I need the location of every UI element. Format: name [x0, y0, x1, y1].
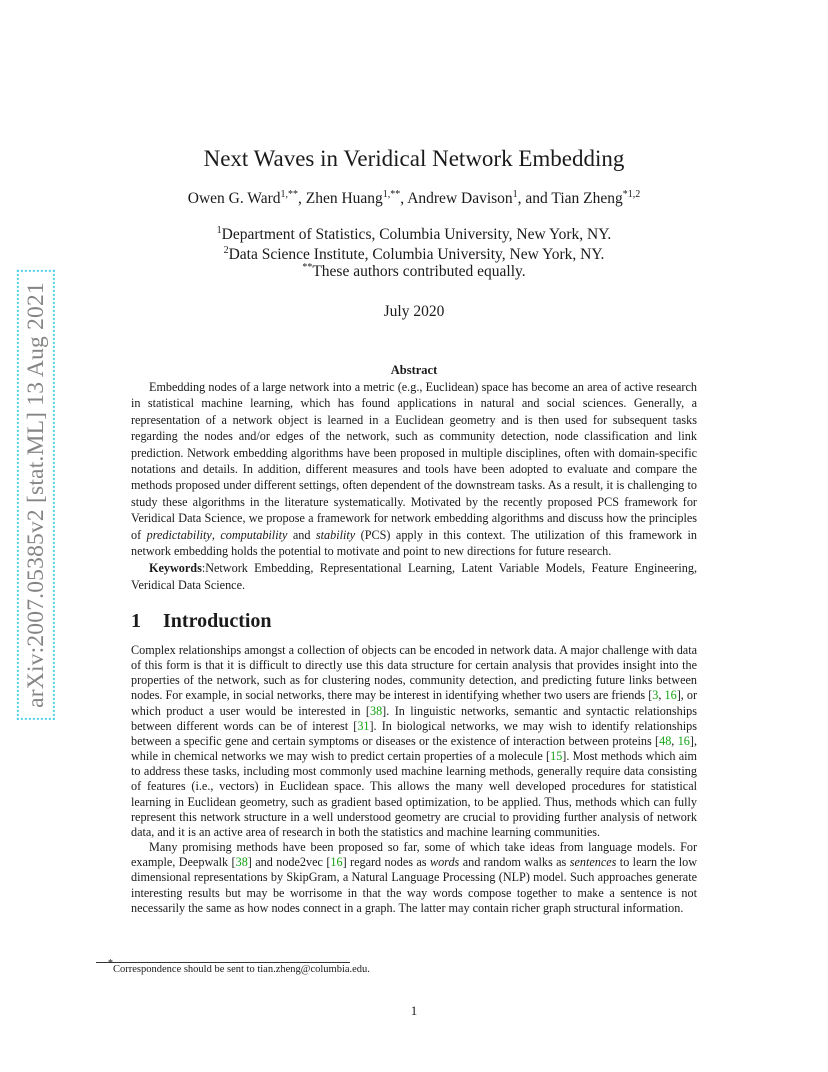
equal-contribution-note [0, 261, 828, 282]
author-separator: , [400, 190, 408, 207]
section-heading [131, 610, 272, 633]
text: ] and node2vec [ [247, 855, 331, 870]
author-name: Owen G. Ward [187, 190, 281, 207]
footnote-mark: * [108, 958, 113, 969]
keywords [131, 560, 697, 593]
citation-link[interactable]: 16 [330, 855, 343, 870]
paper-date: July 2020 [383, 303, 445, 320]
affiliation-mark: ** [302, 262, 313, 273]
citation-link[interactable]: 16 [664, 688, 677, 703]
emphasis: sentences [569, 855, 617, 870]
footnote [108, 958, 370, 975]
text: Complex relationships amongst a collection of objects can be encoded in network data. A major challenge with data of this form is that it is difficult to directly use this data structure for certain analysis that provides insight into the properties of the network, such as for clustering nodes, community detection, and predicting future links between nodes. For example, in social networks, there may be interest in identifying whether two users are friends [ [131, 643, 697, 703]
citation-link[interactable]: 31 [357, 718, 370, 733]
keywords-list: :Network Embedding, Representational Learning, Latent Variable Models, Feature Engineering, Veridical Data Science. [131, 561, 697, 592]
abstract-text: Embedding nodes of a large network into a metric (e.g., Euclidean) space has become an area of active research in statistical machine learning, which has found applications in natural and social sciences. Generally, a representation of a network object is learned in a Euclidean geometry and is then used for subsequent tasks regarding the nodes and/or edges of the network, such as community detection, node classification and link prediction. Network embedding algorithms have been proposed in multiple disciplines, often with domain-specific notations and details. In addition, different measures and tools have been adopted to evaluate and compare the methods proposed under different settings, often dependent of the downstream tasks. As a result, it is challenging to study these algorithms in the literature systematically. Motivated by the recently proposed PCS framework for Veridical Data Science, we propose a framework for network embedding algorithms and discuss how the principles of [131, 380, 697, 542]
author-list [0, 190, 828, 208]
text: , [658, 688, 665, 703]
text: ], or which product a user would be interested in [ [131, 688, 697, 718]
text: ], while in chemical networks we may wish to predict certain properties of a molecule [ [131, 733, 697, 764]
author-name: Andrew Davison [407, 190, 513, 207]
affiliation-text: These authors contributed equally. [312, 263, 526, 280]
abstract-text: (PCS) apply in this context. The utilization of this framework in network embedding holds the potential to motivate and point to new directions for future research. [131, 527, 698, 559]
keywords-label: Keywords [149, 561, 202, 576]
section-number: 1 [131, 610, 141, 632]
affiliation-text: Department of Statistics, Columbia University, New York, NY. [221, 226, 612, 243]
author-separator: , [298, 190, 306, 207]
citation-link[interactable]: 38 [235, 855, 248, 870]
author-affiliation-mark: *1,2 [622, 189, 641, 200]
footnote-rule [96, 962, 350, 963]
page-number: 1 [410, 1003, 418, 1018]
emphasis: words [429, 855, 460, 870]
affiliation-text: Data Science Institute, Columbia University, New York, NY. [228, 246, 605, 263]
paragraph [131, 643, 697, 840]
text: , [671, 733, 678, 748]
author-name: Tian Zheng [551, 190, 623, 207]
footnote-text: Correspondence should be sent to tian.zheng@columbia.edu. [113, 964, 370, 975]
paragraph [131, 840, 697, 916]
text: ] regard nodes as [342, 855, 430, 870]
emphasis: stability [315, 527, 356, 542]
abstract-heading: Abstract [390, 363, 438, 377]
text: Many promising methods have been proposed so far, some of which take ideas from language models. For example, Deepwalk [ [131, 840, 697, 870]
author-affiliation-mark: 1,** [280, 189, 298, 200]
emphasis: computability [220, 527, 288, 542]
affiliation-1 [0, 224, 828, 245]
abstract-paragraph [131, 379, 697, 559]
author-name: Zhen Huang [305, 190, 383, 207]
citation-link[interactable]: 38 [369, 703, 383, 718]
text: ]. Most methods which aim to address these tasks, including most commonly used machine learning methods, generally require data consisting of features (i.e., vectors) in Euclidean space. This allows the many well developed procedures for statistical learning in Euclidean geometry, such as gradient based optimization, to be applied. Thus, methods which can fully represent this network structure in a well understood geometry are crucial to providing further analysis of network data, and it is an active area of research in both the statistics and machine learning communities. [131, 749, 697, 839]
author-affiliation-mark: 1,** [382, 189, 401, 200]
text: ]. In linguistic networks, semantic and syntactic relationships between different words can be of interest [ [131, 703, 697, 733]
author-affiliation-mark: 1 [512, 189, 518, 200]
abstract [131, 379, 697, 593]
emphasis: predictability [146, 527, 212, 542]
citation-link[interactable]: 16 [677, 733, 690, 748]
citation-link[interactable]: 3 [652, 688, 659, 703]
affiliation-mark: 2 [223, 245, 229, 256]
text: and random walks as [459, 855, 570, 870]
abstract-text: and [287, 527, 316, 542]
text: to learn the low dimensional representations by SkipGram, a Natural Language Processing (NLP) model. Such approaches generate interesting results but may be worrisome in that the way words compose together to make a sentence is not necessarily the same as how nodes connect in a graph. The latter may contain richer graph structural information. [131, 855, 697, 915]
arxiv-identifier[interactable]: arXiv:2007.05385v2 [stat.ML] 13 Aug 2021 [17, 270, 55, 720]
affiliation-mark: 1 [216, 225, 222, 236]
author-separator: , and [517, 190, 552, 207]
section-title: Introduction [163, 610, 272, 632]
section-body [131, 643, 697, 916]
citation-link[interactable]: 48 [659, 733, 672, 748]
citation-link[interactable]: 15 [550, 749, 563, 764]
paper-title: Next Waves in Veridical Network Embedding [203, 146, 625, 171]
text: ]. In biological networks, we may wish to identify relationships between a specific gene and certain symptoms or diseases or the existence of interaction between proteins [ [131, 718, 697, 748]
abstract-text: , [211, 527, 221, 542]
